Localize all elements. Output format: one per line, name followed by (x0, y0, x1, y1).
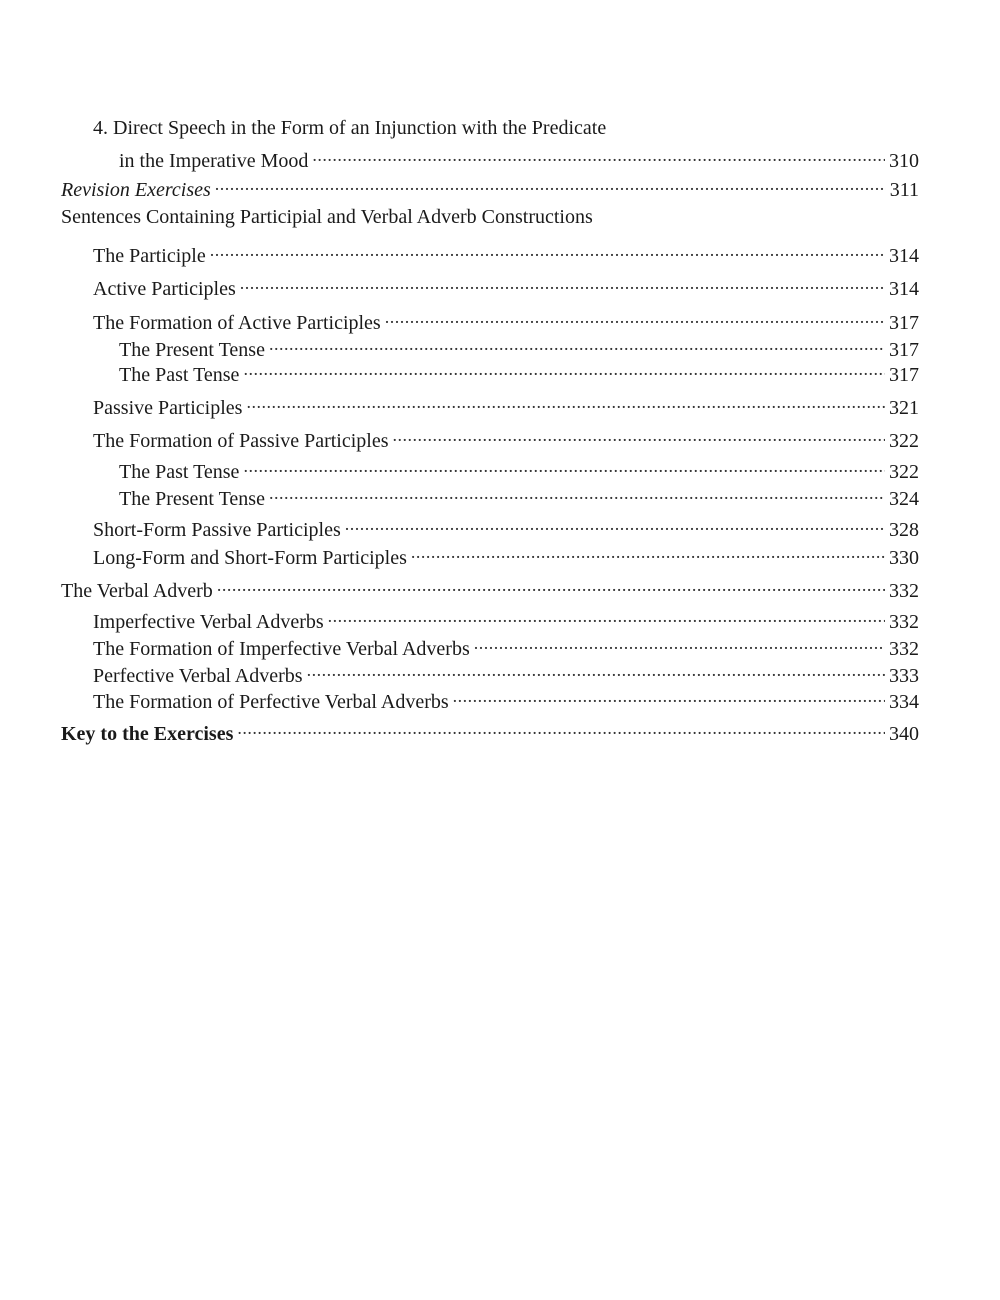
toc-entry-the-participle[interactable] (93, 238, 919, 268)
toc-page-number: 317 (889, 364, 919, 386)
toc-entry-passive-past-tense[interactable] (119, 454, 919, 484)
dot-leader (328, 604, 885, 628)
toc-page-number: 317 (889, 339, 919, 361)
toc-entry-title: Passive Participles (93, 397, 243, 419)
dot-leader (307, 658, 885, 682)
toc-page-number: 311 (889, 179, 919, 201)
toc-entry-active-past-tense[interactable] (119, 357, 919, 387)
toc-entry-title: in the Imperative Mood (119, 150, 309, 172)
dot-leader (269, 481, 885, 505)
toc-entry-formation-imperfective[interactable] (93, 631, 919, 661)
toc-entry-imperfective-adverbs[interactable] (93, 604, 919, 634)
toc-entry-formation-passive[interactable] (93, 423, 919, 453)
dot-leader (453, 684, 885, 708)
dot-leader (240, 271, 885, 295)
toc-entry-title: The Formation of Passive Participles (93, 430, 389, 452)
toc-entry-title: Key to the Exercises (61, 723, 234, 745)
toc-page-number: 328 (889, 519, 919, 541)
dot-leader (243, 357, 885, 381)
toc-page-number: 314 (889, 245, 919, 267)
toc-entry-title: Perfective Verbal Adverbs (93, 665, 303, 687)
dot-leader (393, 423, 885, 447)
dot-leader (210, 238, 885, 262)
toc-entry-passive-present-tense[interactable] (119, 481, 919, 511)
toc-entry-title: The Participle (93, 245, 206, 267)
toc-page-number: 330 (889, 547, 919, 569)
toc-page-number: 334 (889, 691, 919, 713)
toc-page-number: 332 (889, 638, 919, 660)
dot-leader (246, 390, 885, 414)
toc-page-number: 332 (889, 580, 919, 602)
toc-entry-title: The Verbal Adverb (61, 580, 213, 602)
dot-leader (217, 573, 885, 597)
toc-entry-title: The Present Tense (119, 488, 265, 510)
toc-entry-revision-exercises[interactable] (61, 172, 919, 202)
dot-leader (345, 512, 885, 536)
toc-section-heading: Sentences Containing Participial and Verbal Adverb Constructions (61, 206, 593, 228)
toc-entry-short-form-passive[interactable] (93, 512, 919, 542)
toc-entry-title: The Formation of Perfective Verbal Adverbs (93, 691, 449, 713)
toc-entry-title: Short-Form Passive Participles (93, 519, 341, 541)
dot-leader (237, 716, 885, 740)
toc-entry-passive-participles[interactable] (93, 390, 919, 420)
toc-entry-title: Revision Exercises (61, 179, 211, 201)
toc-entry-title: Active Participles (93, 278, 236, 300)
dot-leader (385, 305, 885, 329)
toc-entry-formation-perfective[interactable] (93, 684, 919, 714)
toc-page-number: 322 (889, 461, 919, 483)
toc-page-number: 314 (889, 278, 919, 300)
toc-entry-active-participles[interactable] (93, 271, 919, 301)
toc-entry-title: The Past Tense (119, 461, 240, 483)
toc-entry-title: Long-Form and Short-Form Participles (93, 547, 407, 569)
toc-page-number: 324 (889, 488, 919, 510)
dot-leader (312, 143, 885, 167)
dot-leader (474, 631, 885, 655)
toc-page-number: 322 (889, 430, 919, 452)
toc-entry-direct-speech-line1: 4. Direct Speech in the Form of an Injunction with the Predicate (93, 117, 607, 139)
toc-entry-key-to-exercises[interactable] (61, 716, 919, 746)
dot-leader (411, 540, 885, 564)
toc-entry-title: The Past Tense (119, 364, 240, 386)
toc-page-number: 333 (889, 665, 919, 687)
toc-entry-title: The Formation of Active Participles (93, 312, 381, 334)
toc-page-number: 321 (889, 397, 919, 419)
toc-entry-long-short-form[interactable] (93, 540, 919, 570)
toc-page-number: 317 (889, 312, 919, 334)
dot-leader (269, 332, 885, 356)
dot-leader (215, 172, 886, 196)
toc-entry-title: Imperfective Verbal Adverbs (93, 611, 324, 633)
toc-entry-formation-active[interactable] (93, 305, 919, 335)
toc-entry-verbal-adverb[interactable] (61, 573, 919, 603)
dot-leader (243, 454, 885, 478)
toc-page-number: 310 (889, 150, 919, 172)
toc-page-number: 332 (889, 611, 919, 633)
toc-page-number: 340 (889, 723, 919, 745)
toc-entry-direct-speech[interactable] (119, 143, 919, 173)
toc-entry-title: The Present Tense (119, 339, 265, 361)
toc-entry-title: The Formation of Imperfective Verbal Adverbs (93, 638, 470, 660)
